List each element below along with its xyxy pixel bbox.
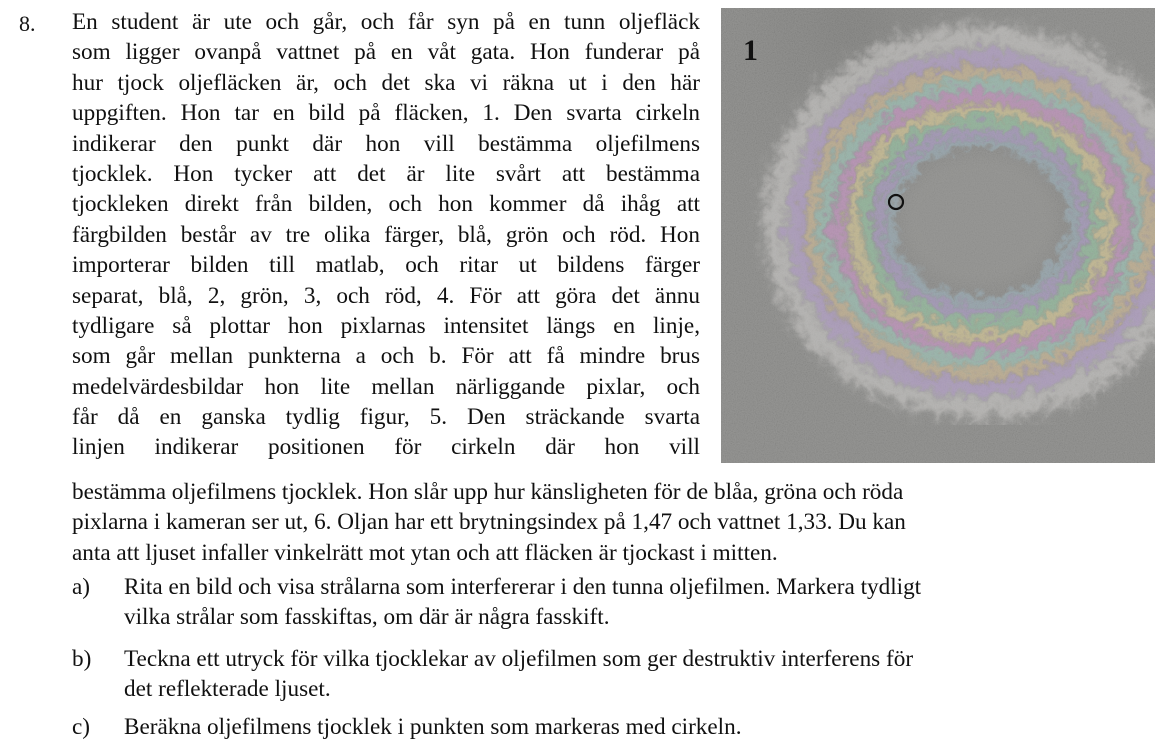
subquestion-label: a) [72, 574, 91, 600]
question-intro [72, 7, 700, 463]
intro-line: får då en ganska tydlig figur, 5. Den sträckande svarta [72, 404, 700, 431]
subquestion-label: c) [72, 714, 91, 740]
question-number: 8. [19, 11, 36, 36]
subquestion-text [124, 712, 1044, 742]
continuation-line: anta att ljuset infaller vinkelrätt mot ytan och att fläcken är tjockast i mitten. [72, 539, 778, 566]
intro-line: medelvärdesbildar hon lite mellan närliggande pixlar, och [72, 373, 700, 400]
intro-line: tydligare så plottar hon pixlarnas intensitet längs en linje, [72, 312, 700, 339]
intro-line: indikerar den punkt där hon vill bestämma oljefilmens [72, 130, 700, 157]
subquestion-line: Beräkna oljefilmens tjocklek i punkten som markeras med cirkeln. [124, 714, 742, 740]
intro-line: färgbilden består av tre olika färger, blå, grön och röd. Hon [72, 221, 700, 248]
subquestion-line: vilka strålar som fasskiftas, om där är några fasskift. [124, 604, 610, 631]
oil-slick-image [721, 8, 1155, 463]
intro-line: som går mellan punkterna a och b. För att få mindre brus [72, 343, 700, 370]
continuation-line: bestämma oljefilmens tjocklek. Hon slår upp hur känsligheten för de blåa, gröna och röda [72, 479, 904, 505]
subquestion-text [124, 644, 1044, 705]
subquestion-line: Teckna ett utryck för vilka tjocklekar av oljefilmen som ger destruktiv interferens för [124, 646, 914, 672]
subquestion-label: b) [72, 646, 92, 672]
question-continuation [72, 477, 1042, 568]
intro-line: tjocklek. Hon tycker att det är lite svårt att bestämma [72, 160, 700, 187]
subquestion-line: Rita en bild och visa strålarna som interfererar i den tunna oljefilmen. Markera tydligt [124, 574, 922, 600]
figure-label: 1 [743, 34, 758, 67]
intro-line: tjockleken direkt från bilden, och hon kommer då ihåg att [72, 191, 700, 218]
intro-line: hur tjock oljefläcken är, och det ska vi räkna ut i den här [72, 69, 700, 96]
subquestion-line: det reflekterade ljuset. [124, 676, 331, 703]
intro-line: uppgiften. Hon tar en bild på fläcken, 1. Den svarta cirkeln [72, 100, 700, 127]
oil-slick-photo [721, 8, 1155, 463]
subquestion-text [124, 572, 1044, 633]
intro-line: importerar bilden till matlab, och ritar ut bildens färger [72, 252, 700, 279]
intro-line: som ligger ovanpå vattnet på en våt gata. Hon funderar på [72, 39, 700, 66]
intro-line: En student är ute och går, och får syn på en tunn oljefläck [72, 9, 700, 35]
intro-line: linjen indikerar positionen för cirkeln där hon vill [72, 434, 700, 461]
continuation-line: pixlarna i kameran ser ut, 6. Oljan har ett brytningsindex på 1,47 och vattnet 1,33. Du kan [72, 509, 906, 536]
intro-line: separat, blå, 2, grön, 3, och röd, 4. För att göra det ännu [72, 282, 700, 309]
